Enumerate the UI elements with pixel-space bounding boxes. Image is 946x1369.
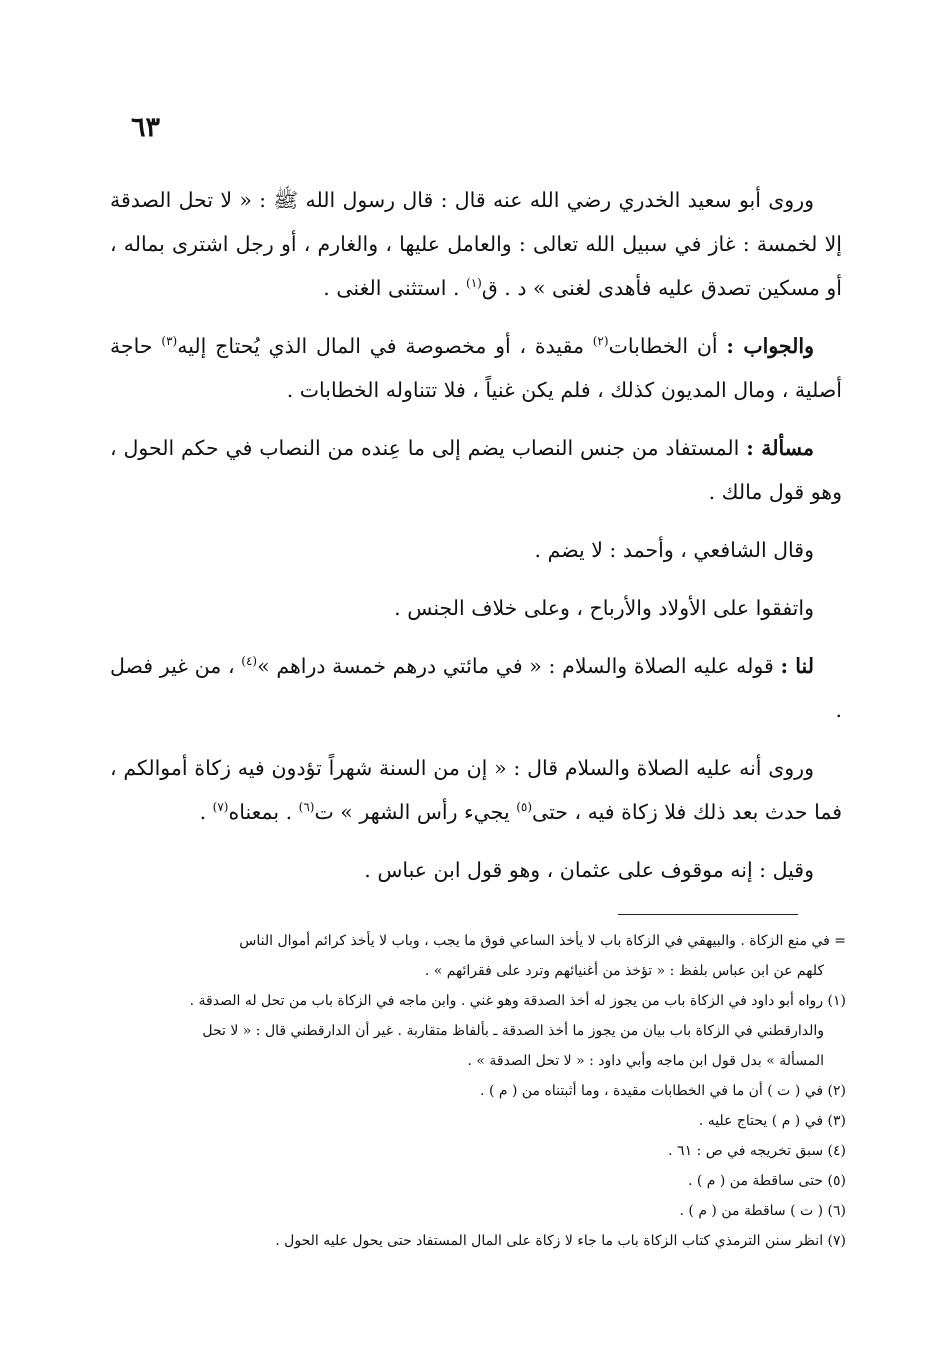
paragraph-7-text-b: يجيء رأس الشهر » ت: [314, 800, 517, 824]
footnote-1-line-3: المسألة » بدل قول ابن ماجه وأبي داود : « لا تحل الصدقة » .: [467, 1053, 824, 1069]
footnote-6: (٦) ( ت ) ساقطة من ( م ) .: [679, 1203, 846, 1219]
footnote-4: (٤) سبق تخريجه في ص : ٦١ .: [668, 1143, 846, 1159]
paragraph-2-text-c: حاجة أصلية ، ومال المديون كذلك ، فلم يكن غنياً ، فلا تتناوله الخطابات .: [110, 334, 842, 402]
footnotes: [134, 926, 846, 1256]
footnote-ref-3: (٣): [161, 334, 178, 349]
issue-term: مسألة :: [746, 436, 815, 460]
paragraph-7-text-d: .: [199, 800, 213, 824]
paragraph-2-text-b: مقيدة ، أو مخصوصة في المال الذي يُحتاج إليه: [177, 334, 593, 358]
paragraph-1-tail: . استثنى الغنى .: [323, 276, 467, 300]
footnote-continued-line-1: = في منع الزكاة . والبيهقي في الزكاة باب لا يأخذ الساعي فوق ما يجب ، وباب لا يأخذ كرائم أموال الناس: [239, 933, 846, 949]
paragraph-7: [110, 746, 842, 834]
main-text: [110, 178, 842, 906]
footnote-continued-line-2: كلهم عن ابن عباس بلفظ : « تؤخذ من أغنيائهم وترد على فقرائهم » .: [424, 963, 824, 979]
paragraph-5: واتفقوا على الأولاد والأرباح ، وعلى خلاف الجنس .: [394, 596, 814, 620]
paragraph-3-text: المستفاد من جنس النصاب يضم إلى ما عِنده من النصاب في حكم الحول ، وهو قول مالك .: [110, 436, 842, 504]
footnote-2: (٢) في ( ت ) أن ما في الخطابات مقيدة ، وما أثبتناه من ( م ) .: [480, 1083, 846, 1099]
paragraph-7-text-a: وروى أنه عليه الصلاة والسلام قال : « إن من السنة شهراً تؤدون فيه زكاة أموالكم ، فما حدث بعد ذلك فلا زكاة فيه ، حتى: [110, 756, 842, 824]
footnote-3: (٣) في ( م ) يحتاج عليه .: [698, 1113, 846, 1129]
page-number: ٦٣: [130, 112, 160, 143]
footnote-5: (٥) حتى ساقطة من ( م ) .: [687, 1173, 846, 1189]
footnote-ref-2: (٢): [592, 334, 609, 349]
footnote-1-line-2: والدارقطني في الزكاة باب بيان من يجوز ما أخذ الصدقة ـ بألفاظ متقاربة . غير أن الدارقطني قال : « لا تحل: [202, 1023, 824, 1039]
footnote-divider: [618, 914, 798, 915]
paragraph-6: [110, 644, 842, 732]
footnote-1-line-1: (١) رواه أبو داود في الزكاة باب من يجوز له أخذ الصدقة وهو غني . وابن ماجه في الزكاة باب من تحل له الصدقة .: [189, 993, 846, 1009]
paragraph-2: [110, 324, 842, 412]
footnote-ref-4: (٤): [241, 654, 258, 669]
footnote-ref-1: (١): [466, 276, 482, 291]
paragraph-6-text: قوله عليه الصلاة والسلام : « في مائتي درهم خمسة دراهم »: [257, 654, 781, 678]
paragraph-3: [110, 426, 842, 514]
paragraph-1-text: وروى أبو سعيد الخدري رضي الله عنه قال : قال رسول الله ﷺ : « لا تحل الصدقة إلا لخمسة : غاز في سبيل الله تعالى : والعامل عليها ، والغارم ، أو رجل اشترى بماله ، أو مسكين تصدق عليه فأهدى لغنى » د . ق: [110, 188, 842, 300]
paragraph-4: وقال الشافعي ، وأحمد : لا يضم .: [534, 538, 814, 562]
paragraph-6-tail: ، من غير فصل .: [110, 654, 842, 722]
paragraph-7-text-c: . بمعناه: [228, 800, 299, 824]
footnote-ref-5: (٥): [516, 800, 533, 815]
answer-term: والجواب :: [726, 334, 814, 358]
paragraph-1: [110, 178, 842, 310]
footnote-7: (٧) انظر سنن الترمذي كتاب الزكاة باب ما جاء لا زكاة على المال المستفاد حتى يحول عليه الحول .: [275, 1233, 846, 1249]
paragraph-2-text-a: أن الخطابات: [608, 334, 727, 358]
for-us-term: لنا :: [780, 654, 814, 678]
footnote-ref-6: (٦): [298, 800, 315, 815]
footnote-ref-7: (٧): [212, 800, 229, 815]
paragraph-8: وقيل : إنه موقوف على عثمان ، وهو قول ابن عباس .: [364, 858, 814, 882]
